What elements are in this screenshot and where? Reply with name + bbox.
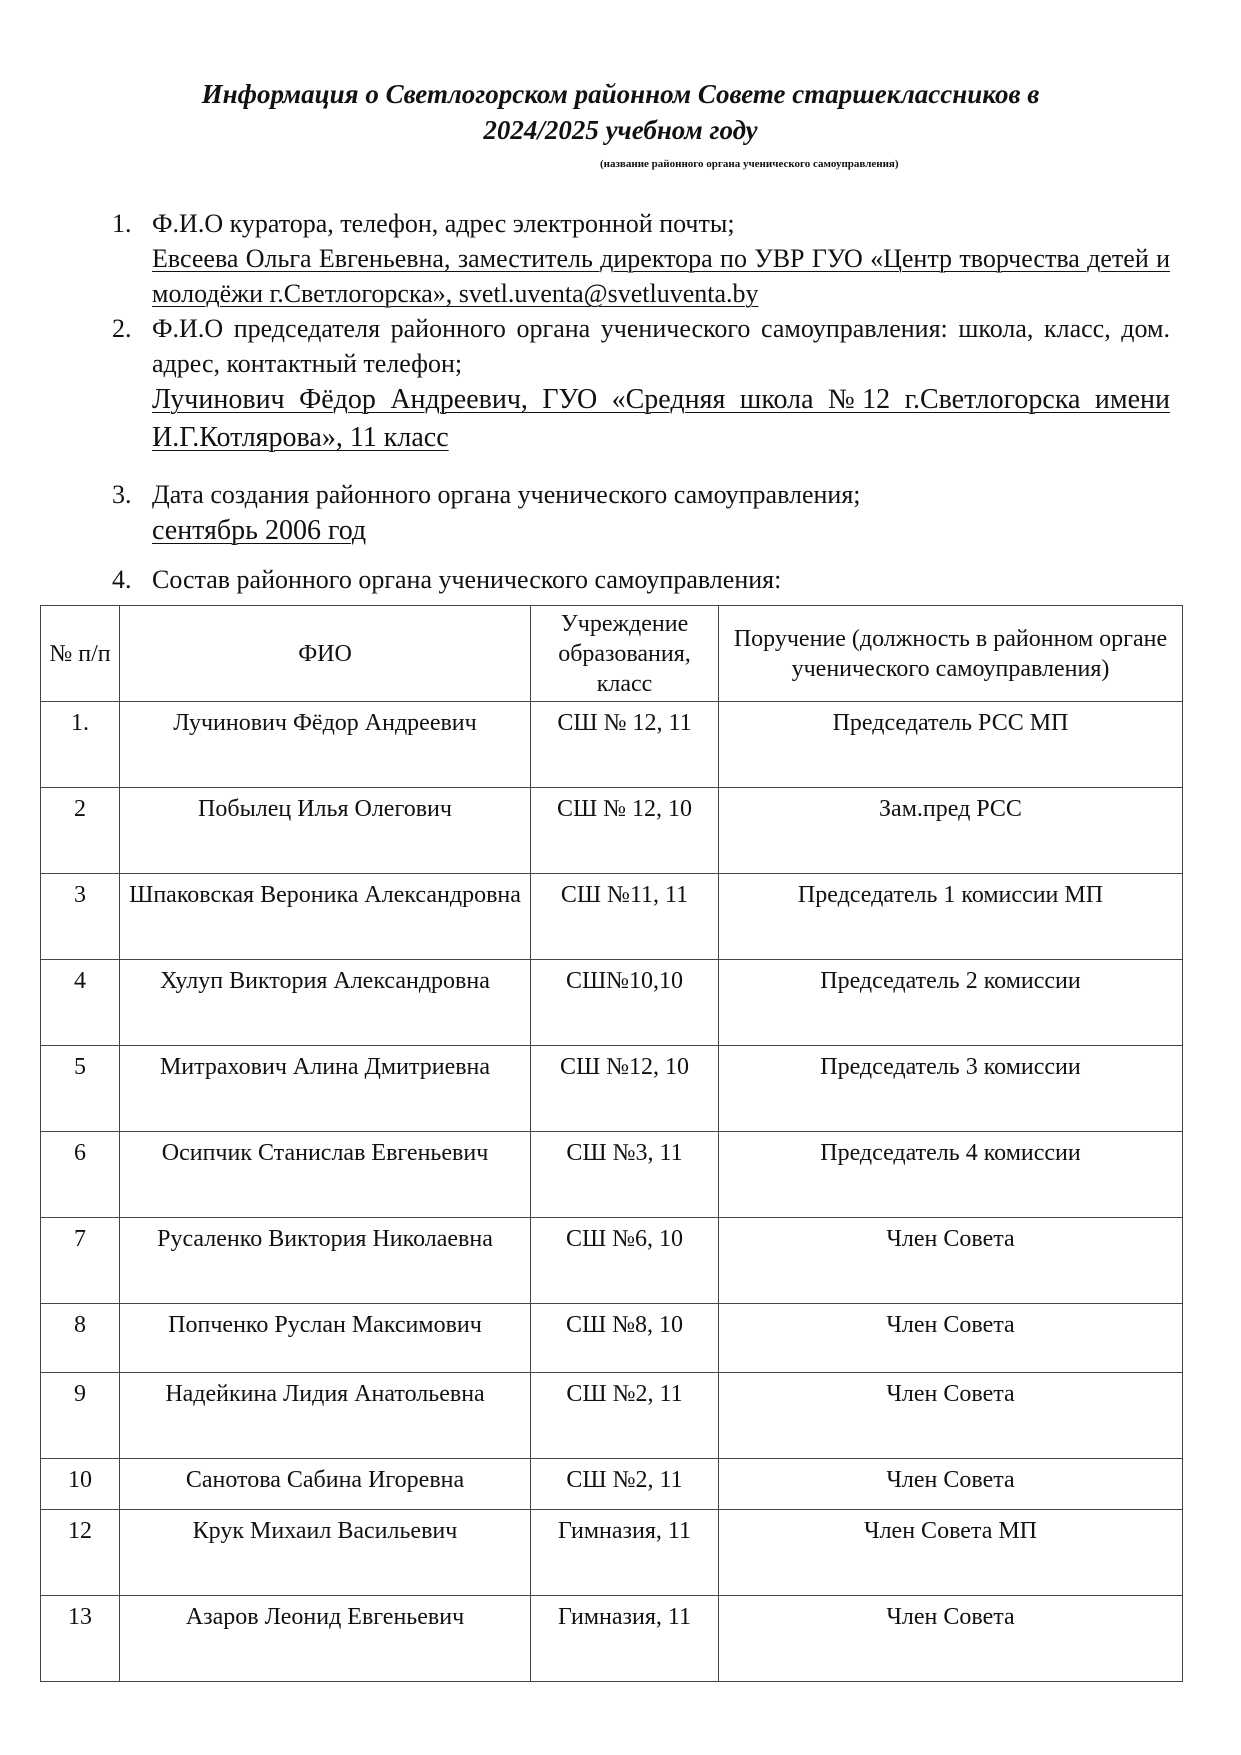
cell-fio: Хулуп Виктория Александровна	[120, 960, 531, 1046]
cell-role: Член Совета	[719, 1596, 1183, 1682]
column-header-fio: ФИО	[120, 606, 531, 702]
title-note: (название районного органа ученического самоуправления)	[600, 158, 899, 170]
cell-role: Зам.пред РСС	[719, 788, 1183, 874]
cell-role: Председатель 2 комиссии	[719, 960, 1183, 1046]
page-title-line-1: Информация о Светлогорском районном Совете старшеклассников в	[201, 79, 1040, 109]
table-row	[41, 788, 1183, 874]
cell-school: СШ №11, 11	[531, 874, 719, 960]
table-row	[41, 1304, 1183, 1373]
cell-num: 7	[41, 1218, 120, 1304]
cell-school: СШ №2, 11	[531, 1459, 719, 1510]
cell-num: 13	[41, 1596, 120, 1682]
cell-school: СШ№10,10	[531, 960, 719, 1046]
table-row	[41, 1373, 1183, 1459]
table-row	[41, 960, 1183, 1046]
list-item-1	[112, 206, 1170, 311]
cell-role: Член Совета МП	[719, 1510, 1183, 1596]
table-row	[41, 1046, 1183, 1132]
cell-school: Гимназия, 11	[531, 1596, 719, 1682]
table-header-row	[41, 606, 1183, 702]
table-row	[41, 1218, 1183, 1304]
table-row	[41, 1132, 1183, 1218]
cell-school: СШ №2, 11	[531, 1373, 719, 1459]
table-row	[41, 1596, 1183, 1682]
cell-school: СШ №8, 10	[531, 1304, 719, 1373]
column-header-role: Поручение (должность в районном органе ученического самоуправления)	[719, 606, 1183, 702]
cell-num: 9	[41, 1373, 120, 1459]
creation-date-answer: сентябрь 2006 год	[152, 515, 367, 546]
curator-answer: Евсеева Ольга Евгеньевна, заместитель директора по УВР ГУО «Центр творчества детей и молодёжи г.Светлогорска», svetl.uventa@svetluventa.by	[152, 244, 1170, 308]
column-header-num: № п/п	[41, 606, 120, 702]
list-item-3	[112, 477, 1170, 550]
cell-fio: Осипчик Станислав Евгеньевич	[120, 1132, 531, 1218]
cell-role: Председатель 1 комиссии МП	[719, 874, 1183, 960]
cell-fio: Побылец Илья Олегович	[120, 788, 531, 874]
list-item-number: 1.	[112, 209, 132, 238]
cell-fio: Митрахович Алина Дмитриевна	[120, 1046, 531, 1132]
cell-role: Председатель 3 комиссии	[719, 1046, 1183, 1132]
cell-school: СШ №12, 10	[531, 1046, 719, 1132]
cell-role: Председатель 4 комиссии	[719, 1132, 1183, 1218]
list-item-4	[112, 562, 1170, 597]
cell-fio: Лучинович Фёдор Андреевич	[120, 702, 531, 788]
list-item-question: Дата создания районного органа ученического самоуправления;	[152, 480, 861, 509]
list-item-2	[112, 311, 1170, 457]
column-header-school: Учреждение образования, класс	[531, 606, 719, 702]
cell-school: СШ № 12, 10	[531, 788, 719, 874]
list-item-number: 2.	[112, 314, 132, 343]
cell-num: 2	[41, 788, 120, 874]
list-item-question: Состав районного органа ученического самоуправления:	[152, 565, 782, 594]
cell-num: 6	[41, 1132, 120, 1218]
cell-num: 8	[41, 1304, 120, 1373]
cell-num: 4	[41, 960, 120, 1046]
cell-num: 5	[41, 1046, 120, 1132]
cell-fio: Шпаковская Вероника Александровна	[120, 874, 531, 960]
cell-role: Член Совета	[719, 1373, 1183, 1459]
cell-fio: Азаров Леонид Евгеньевич	[120, 1596, 531, 1682]
cell-role: Председатель РСС МП	[719, 702, 1183, 788]
list-item-number: 4.	[112, 565, 132, 594]
cell-role: Член Совета	[719, 1304, 1183, 1373]
cell-num: 12	[41, 1510, 120, 1596]
cell-num: 1.	[41, 702, 120, 788]
cell-school: СШ №3, 11	[531, 1132, 719, 1218]
table-row	[41, 702, 1183, 788]
cell-fio: Санотова Сабина Игоревна	[120, 1459, 531, 1510]
cell-role: Член Совета	[719, 1218, 1183, 1304]
table-row	[41, 1510, 1183, 1596]
table-row	[41, 874, 1183, 960]
cell-school: Гимназия, 11	[531, 1510, 719, 1596]
list-item-question: Ф.И.О куратора, телефон, адрес электронной почты;	[152, 209, 735, 238]
page-title-line-2: 2024/2025 учебном году	[483, 115, 758, 145]
table-row	[41, 1459, 1183, 1510]
cell-fio: Крук Михаил Васильевич	[120, 1510, 531, 1596]
cell-fio: Надейкина Лидия Анатольевна	[120, 1373, 531, 1459]
members-table	[40, 605, 1183, 1682]
chairman-answer: Лучинович Фёдор Андреевич, ГУО «Средняя школа №12 г.Светлогорска имени И.Г.Котлярова», 11 класс	[152, 384, 1170, 453]
cell-num: 10	[41, 1459, 120, 1510]
cell-school: СШ № 12, 11	[531, 702, 719, 788]
cell-fio: Попченко Руслан Максимович	[120, 1304, 531, 1373]
list-item-number: 3.	[112, 480, 132, 509]
cell-fio: Русаленко Виктория Николаевна	[120, 1218, 531, 1304]
cell-school: СШ №6, 10	[531, 1218, 719, 1304]
cell-num: 3	[41, 874, 120, 960]
cell-role: Член Совета	[719, 1459, 1183, 1510]
list-item-question: Ф.И.О председателя районного органа ученического самоуправления: школа, класс, дом. адрес, контактный телефон;	[152, 314, 1170, 378]
